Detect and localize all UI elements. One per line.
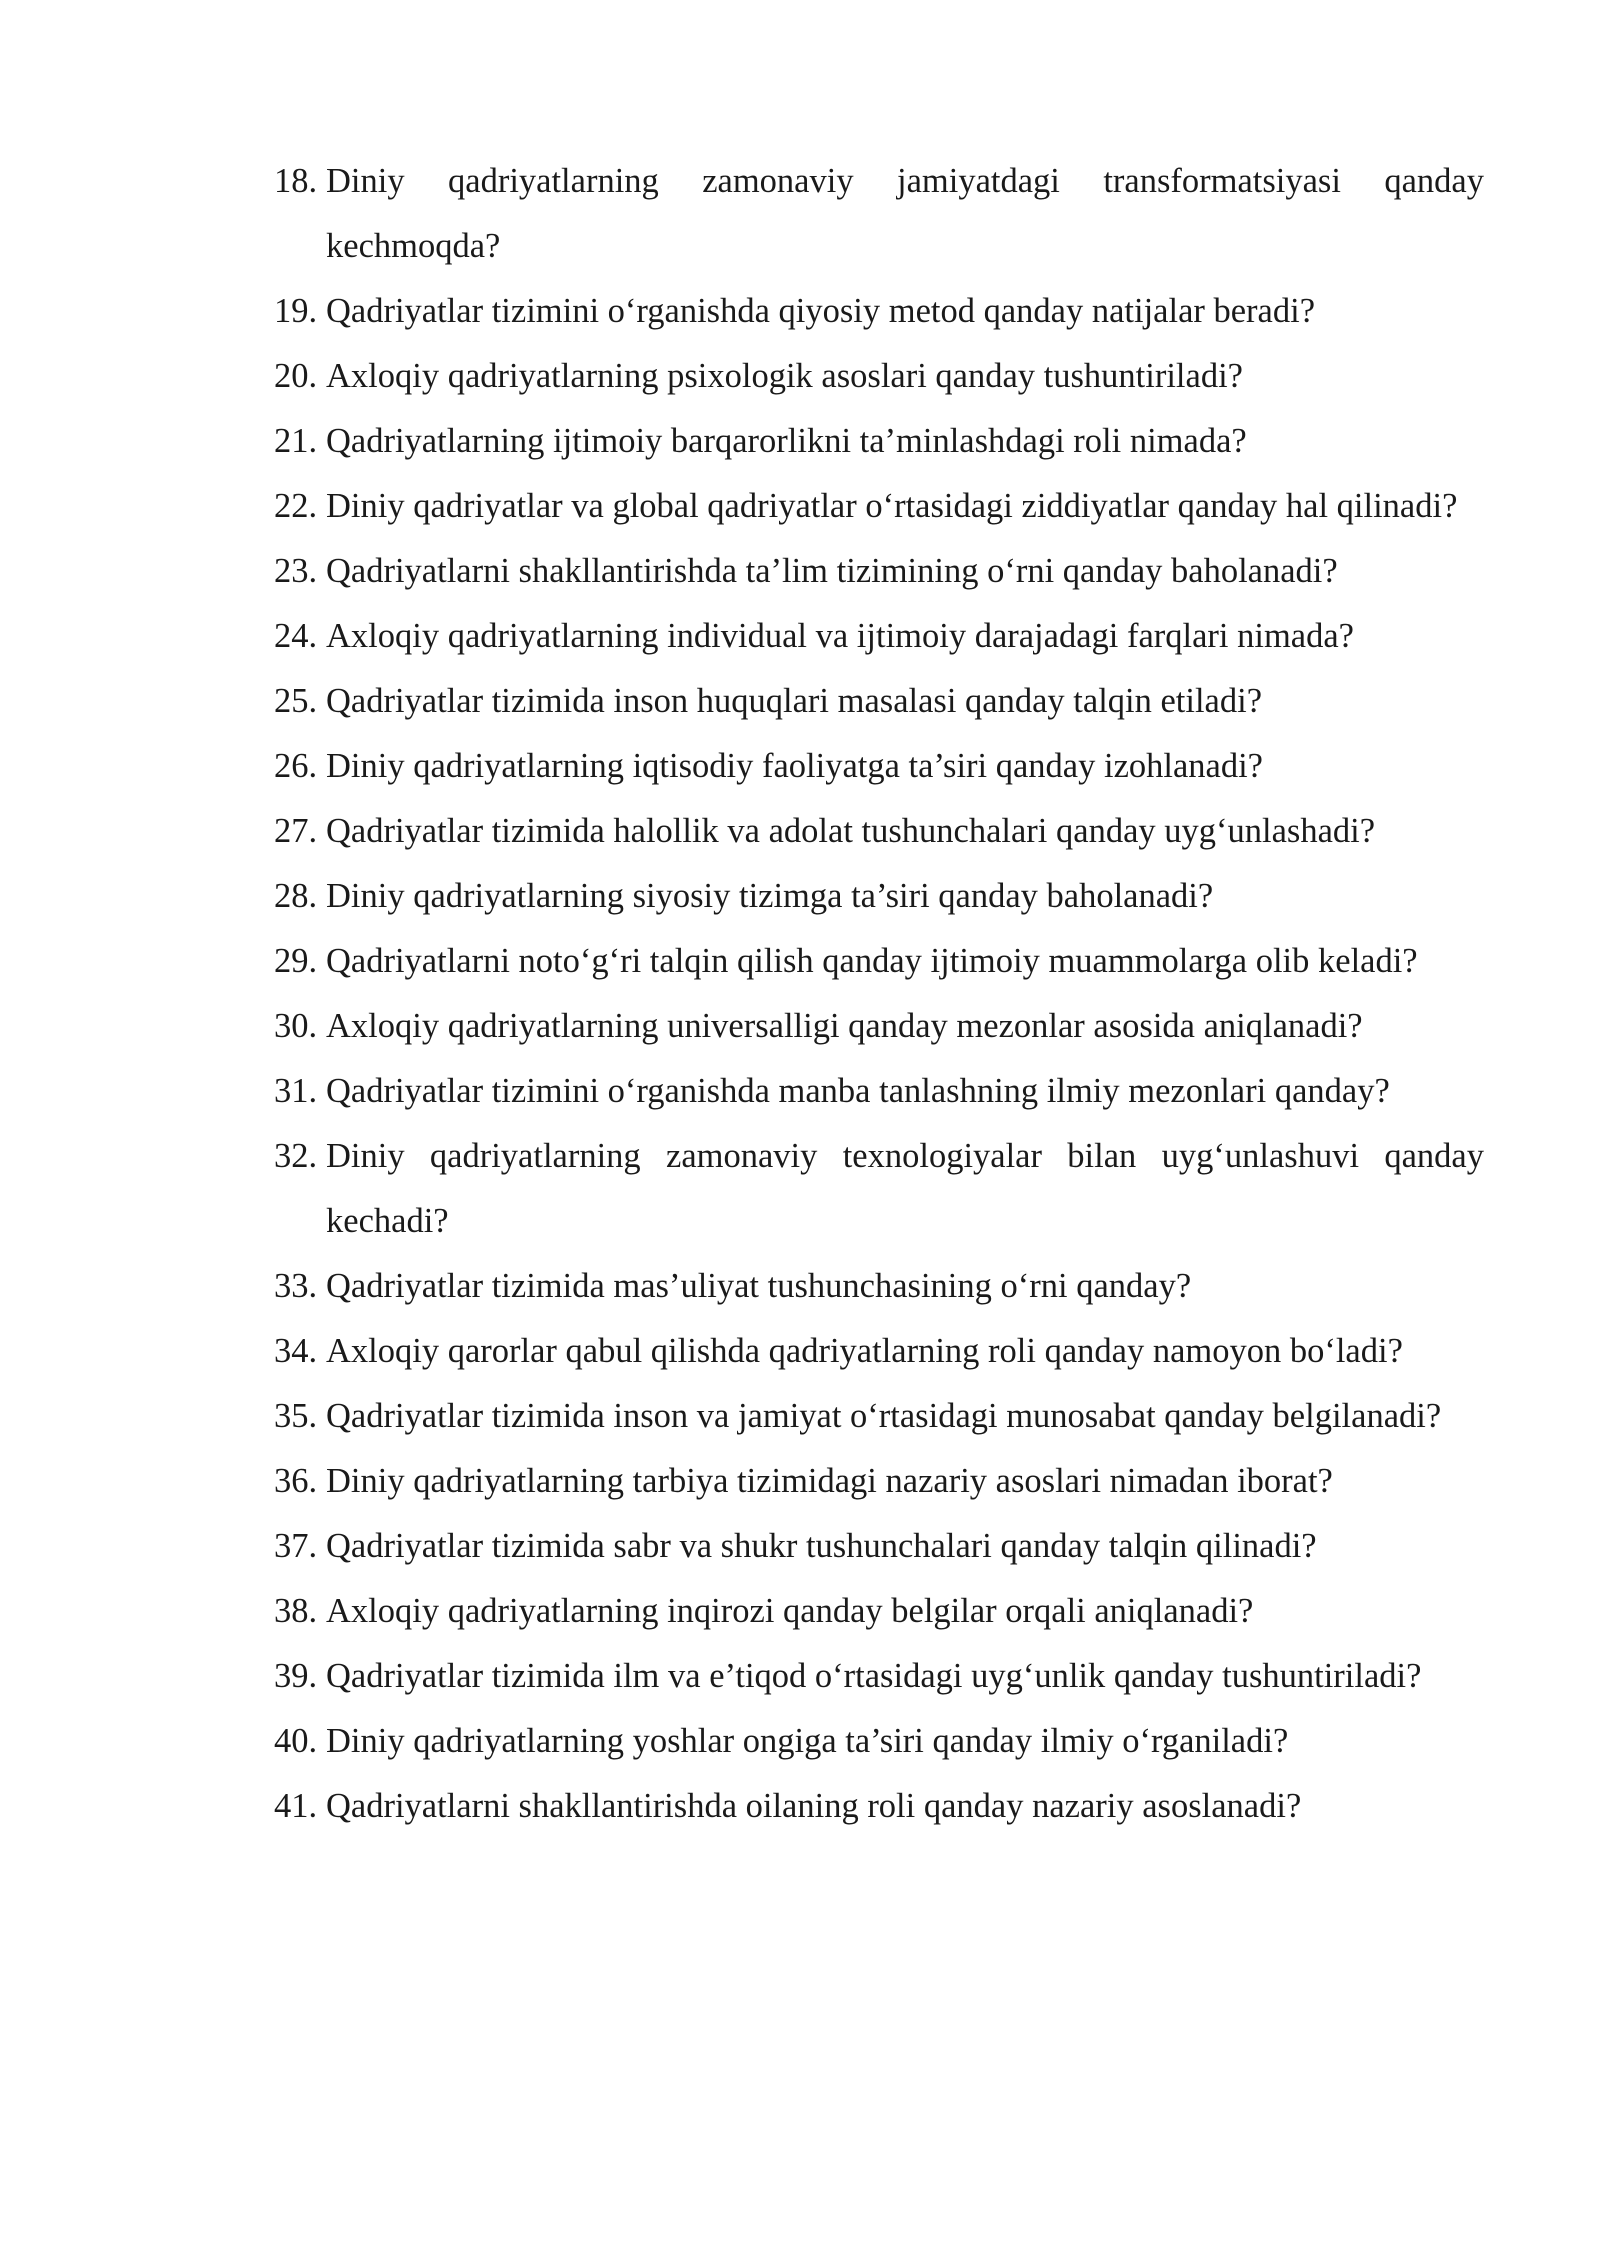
- item-number: 33.: [274, 1267, 318, 1305]
- item-number: 25.: [274, 682, 318, 720]
- item-number: 35.: [274, 1397, 318, 1435]
- item-text: Axloqiy qadriyatlarning psixologik asoslari qanday tushuntiriladi?: [326, 357, 1243, 395]
- item-number: 37.: [274, 1527, 318, 1565]
- item-number: 28.: [274, 877, 318, 915]
- list-item: [274, 669, 1484, 734]
- item-number: 40.: [274, 1722, 318, 1760]
- list-item: [274, 149, 1484, 279]
- list-item: [274, 1319, 1484, 1384]
- list-item: [274, 474, 1484, 539]
- list-item: [274, 539, 1484, 604]
- item-text: Qadriyatlar tizimida mas’uliyat tushunchasining o‘rni qanday?: [326, 1267, 1192, 1305]
- item-number: 38.: [274, 1592, 318, 1630]
- item-number: 27.: [274, 812, 318, 850]
- item-text: Qadriyatlar tizimida inson huquqlari masalasi qanday talqin etiladi?: [326, 682, 1263, 720]
- item-text: Qadriyatlarni shakllantirishda oilaning roli qanday nazariy asoslanadi?: [326, 1787, 1302, 1825]
- item-number: 30.: [274, 1007, 318, 1045]
- item-text: Diniy qadriyatlar va global qadriyatlar o‘rtasidagi ziddiyatlar qanday hal qilinadi?: [326, 487, 1458, 525]
- list-item: [274, 799, 1484, 864]
- list-item: [274, 1514, 1484, 1579]
- list-item: [274, 929, 1484, 994]
- item-text: Qadriyatlar tizimida sabr va shukr tushunchalari qanday talqin qilinadi?: [326, 1527, 1317, 1565]
- item-text: Qadriyatlar tizimini o‘rganishda qiyosiy metod qanday natijalar beradi?: [326, 292, 1316, 330]
- list-item: [274, 344, 1484, 409]
- item-text: Qadriyatlar tizimida halollik va adolat tushunchalari qanday uyg‘unlashadi?: [326, 812, 1376, 850]
- item-text: Qadriyatlarni noto‘g‘ri talqin qilish qanday ijtimoiy muammolarga olib keladi?: [326, 942, 1418, 980]
- item-text: Axloqiy qadriyatlarning individual va ijtimoiy darajadagi farqlari nimada?: [326, 617, 1354, 655]
- list-item: [274, 1579, 1484, 1644]
- item-text: Axloqiy qadriyatlarning inqirozi qanday belgilar orqali aniqlanadi?: [326, 1592, 1254, 1630]
- list-item: [274, 1449, 1484, 1514]
- item-number: 20.: [274, 357, 318, 395]
- list-item: [274, 604, 1484, 669]
- item-number: 19.: [274, 292, 318, 330]
- list-item: [274, 1774, 1484, 1839]
- item-text: Diniy qadriyatlarning zamonaviy jamiyatdagi transformatsiyasi qanday kechmoqda?: [326, 162, 1484, 265]
- item-number: 22.: [274, 487, 318, 525]
- item-text: Axloqiy qarorlar qabul qilishda qadriyatlarning roli qanday namoyon bo‘ladi?: [326, 1332, 1403, 1370]
- list-item: [274, 1059, 1484, 1124]
- item-text: Diniy qadriyatlarning yoshlar ongiga ta’siri qanday ilmiy o‘rganiladi?: [326, 1722, 1289, 1760]
- list-item: [274, 1124, 1484, 1254]
- item-text: Diniy qadriyatlarning tarbiya tizimidagi nazariy asoslari nimadan iborat?: [326, 1462, 1333, 1500]
- item-number: 41.: [274, 1787, 318, 1825]
- list-item: [274, 1254, 1484, 1319]
- item-text: Diniy qadriyatlarning iqtisodiy faoliyatga ta’siri qanday izohlanadi?: [326, 747, 1263, 785]
- item-text: Qadriyatlar tizimida inson va jamiyat o‘rtasidagi munosabat qanday belgilanadi?: [326, 1397, 1442, 1435]
- item-number: 36.: [274, 1462, 318, 1500]
- list-item: [274, 1384, 1484, 1449]
- item-number: 23.: [274, 552, 318, 590]
- item-number: 29.: [274, 942, 318, 980]
- list-item: [274, 734, 1484, 799]
- list-item: [274, 279, 1484, 344]
- item-number: 21.: [274, 422, 318, 460]
- item-number: 39.: [274, 1657, 318, 1695]
- list-item: [274, 1709, 1484, 1774]
- item-number: 18.: [274, 162, 318, 200]
- item-text: Qadriyatlarni shakllantirishda ta’lim tizimining o‘rni qanday baholanadi?: [326, 552, 1338, 590]
- item-number: 34.: [274, 1332, 318, 1370]
- question-list: [274, 149, 1484, 1839]
- list-item: [274, 864, 1484, 929]
- item-number: 32.: [274, 1137, 318, 1175]
- item-text: Diniy qadriyatlarning zamonaviy texnologiyalar bilan uyg‘unlashuvi qanday kechadi?: [326, 1137, 1484, 1240]
- list-item: [274, 1644, 1484, 1709]
- item-text: Qadriyatlar tizimida ilm va e’tiqod o‘rtasidagi uyg‘unlik qanday tushuntiriladi?: [326, 1657, 1422, 1695]
- item-number: 24.: [274, 617, 318, 655]
- item-number: 26.: [274, 747, 318, 785]
- list-item: [274, 409, 1484, 474]
- item-text: Diniy qadriyatlarning siyosiy tizimga ta’siri qanday baholanadi?: [326, 877, 1214, 915]
- item-text: Axloqiy qadriyatlarning universalligi qanday mezonlar asosida aniqlanadi?: [326, 1007, 1363, 1045]
- list-item: [274, 994, 1484, 1059]
- item-text: Qadriyatlarning ijtimoiy barqarorlikni ta’minlashdagi roli nimada?: [326, 422, 1247, 460]
- item-number: 31.: [274, 1072, 318, 1110]
- item-text: Qadriyatlar tizimini o‘rganishda manba tanlashning ilmiy mezonlari qanday?: [326, 1072, 1390, 1110]
